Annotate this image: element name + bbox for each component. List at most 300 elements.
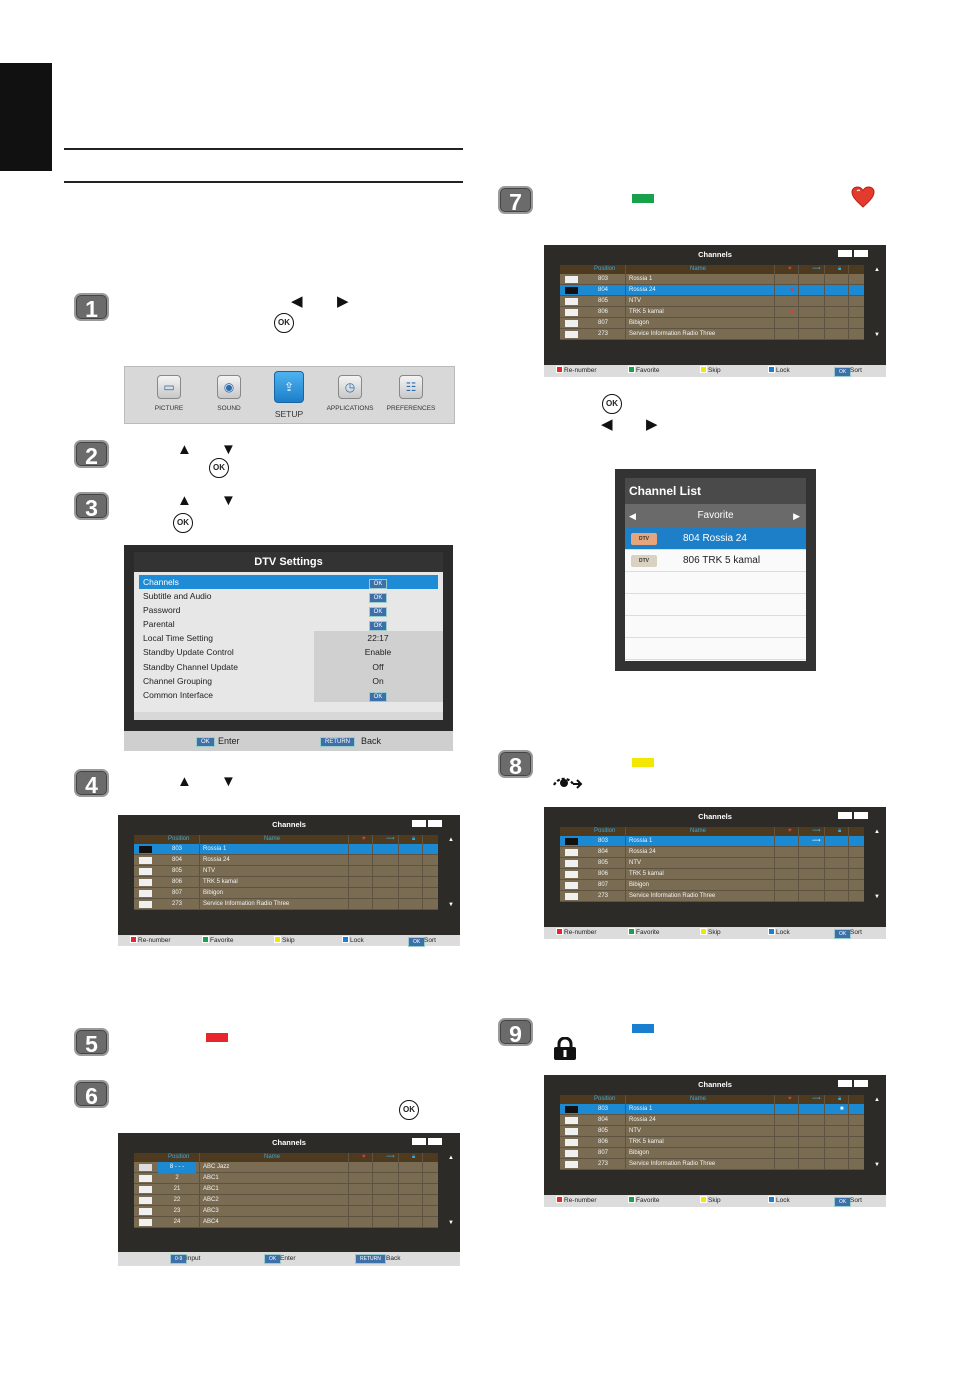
- channel-name: Service Information Radio Three: [629, 893, 716, 899]
- channel-position: 804: [597, 287, 608, 293]
- channels-table-step8: [544, 807, 886, 939]
- channel-name: Bibigon: [629, 882, 650, 888]
- legend-skip-label: Skip: [708, 367, 721, 374]
- channel-row[interactable]: [134, 1206, 438, 1217]
- filter-right-arrow-icon[interactable]: ▶: [793, 511, 800, 521]
- column-position: Position: [168, 1154, 190, 1160]
- legend-sort-label: Sort: [850, 1197, 862, 1204]
- grid-divider: [774, 827, 775, 902]
- ok-button-icon: OK: [209, 458, 229, 478]
- channel-type-icon: [565, 276, 578, 283]
- blue-key-swatch: [632, 1024, 654, 1033]
- dtv-title: DTV Settings: [134, 552, 443, 572]
- channel-type-icon: [139, 868, 152, 875]
- channel-row[interactable]: [560, 858, 864, 869]
- setup-icon: ⇪: [274, 371, 304, 403]
- blue-key-icon: [342, 936, 349, 943]
- legend-lock: [768, 927, 790, 939]
- menu-label: PREFERENCES: [386, 405, 436, 412]
- channel-row[interactable]: [134, 888, 438, 899]
- grid-divider: [824, 265, 825, 340]
- grid-divider: [824, 1095, 825, 1170]
- channel-position: 803: [597, 838, 608, 844]
- channel-type-icon: [139, 857, 152, 864]
- favorite-mark-icon: ♥: [790, 287, 795, 294]
- menu-label: SETUP: [274, 409, 304, 419]
- legend-skip-label: Skip: [708, 929, 721, 936]
- channel-name: Rossia 24: [629, 287, 656, 293]
- channel-row[interactable]: [134, 1173, 438, 1184]
- channel-name: NTV: [629, 298, 641, 304]
- step-6-badge: 6: [74, 1080, 109, 1108]
- channel-type-icon: [139, 1219, 152, 1226]
- channel-row[interactable]: [134, 1217, 438, 1228]
- channel-row[interactable]: [560, 869, 864, 880]
- lock-column-icon: 🔒︎: [412, 836, 416, 842]
- channel-row[interactable]: [560, 847, 864, 858]
- channel-type-icon: [565, 1161, 578, 1168]
- key-legend: [544, 1195, 886, 1207]
- channel-row[interactable]: [134, 855, 438, 866]
- setting-row-password[interactable]: [139, 603, 438, 617]
- legend-renumber-label: Re-number: [564, 367, 597, 374]
- back-label: Back: [361, 736, 382, 746]
- grid-divider: [372, 835, 373, 910]
- channel-row[interactable]: [560, 880, 864, 891]
- legend-sort-label: Sort: [850, 929, 862, 936]
- channel-row[interactable]: [560, 891, 864, 902]
- legend-lock-label: Lock: [776, 929, 790, 936]
- setting-row-channels[interactable]: [139, 575, 438, 589]
- ok-key-badge: OK: [834, 929, 851, 939]
- channel-name: NTV: [203, 868, 215, 874]
- blue-key-icon: [768, 366, 775, 373]
- menu-item-setup[interactable]: [259, 371, 319, 419]
- red-key-icon: [556, 1196, 563, 1203]
- input-label: Input: [186, 1255, 201, 1262]
- grid-divider: [774, 265, 775, 340]
- channel-row[interactable]: [560, 285, 864, 296]
- menu-item-applications[interactable]: [320, 375, 380, 412]
- setting-label: Local Time Setting: [143, 633, 213, 643]
- yellow-key-icon: [274, 936, 281, 943]
- ok-key-badge: OK: [408, 937, 425, 947]
- yellow-key-icon: [700, 1196, 707, 1203]
- red-key-icon: [130, 936, 137, 943]
- channel-type-icon: [139, 1197, 152, 1204]
- channel-name: Rossia 24: [629, 849, 656, 855]
- tv-source-label: [836, 250, 868, 257]
- channels-title: Channels: [698, 812, 732, 821]
- column-position: Position: [594, 828, 616, 834]
- channel-position: 806: [597, 871, 608, 877]
- grid-divider: [798, 1095, 799, 1170]
- channel-row[interactable]: [560, 329, 864, 340]
- up-arrow-icon: ▲: [177, 441, 192, 458]
- setting-row-parental[interactable]: [139, 617, 438, 631]
- channel-position: 807: [597, 1150, 608, 1156]
- scroll-down-icon[interactable]: ▼: [874, 332, 880, 338]
- setting-value: Enable: [364, 647, 392, 657]
- channel-type-icon: [565, 320, 578, 327]
- green-key-icon: [202, 936, 209, 943]
- channel-type-icon: [565, 849, 578, 856]
- scroll-up-icon[interactable]: ▲: [874, 267, 880, 273]
- filter-left-arrow-icon[interactable]: ◀: [629, 511, 636, 521]
- input-key: 0-9: [170, 1254, 187, 1264]
- menu-label: SOUND: [217, 405, 241, 412]
- channel-position: 21: [173, 1186, 181, 1192]
- legend-skip-label: Skip: [282, 937, 295, 944]
- step-1-badge: 1: [74, 293, 109, 321]
- legend-favorite-label: Favorite: [636, 929, 660, 936]
- legend-renumber: [556, 927, 597, 939]
- key-legend: [544, 365, 886, 377]
- blue-key-icon: [768, 1196, 775, 1203]
- channel-row[interactable]: [560, 1126, 864, 1137]
- scroll-down-icon[interactable]: ▼: [448, 902, 454, 908]
- column-name: Name: [690, 828, 707, 834]
- red-key-icon: [556, 928, 563, 935]
- channel-type-icon: [565, 1106, 578, 1113]
- tv-icon: [854, 812, 868, 819]
- setting-row-common-interface[interactable]: [139, 688, 438, 702]
- channel-type-icon: [565, 331, 578, 338]
- channel-name: Service Information Radio Three: [629, 331, 716, 337]
- ok-button-icon: OK: [274, 313, 294, 333]
- channels-table-step7: [544, 245, 886, 377]
- grid-divider: [848, 1095, 849, 1170]
- tv-label: TV: [412, 1138, 426, 1145]
- empty-list-row: [625, 594, 806, 616]
- channel-row[interactable]: [134, 866, 438, 877]
- channels-table-step6: [118, 1133, 460, 1266]
- channel-position: 806: [597, 1139, 608, 1145]
- grid-divider: [625, 827, 626, 902]
- menu-item-picture[interactable]: [139, 375, 199, 412]
- yellow-key-swatch: [632, 758, 654, 767]
- channel-row[interactable]: [560, 296, 864, 307]
- channel-row[interactable]: [560, 1104, 864, 1115]
- channel-row[interactable]: [134, 877, 438, 888]
- ok-badge: OK: [369, 621, 388, 631]
- channel-name: ABC1: [203, 1186, 219, 1192]
- left-arrow-icon: ◀: [601, 416, 613, 433]
- channel-name: Bibigon: [629, 320, 650, 326]
- setting-value: Off: [372, 662, 384, 672]
- legend-renumber: [556, 1195, 597, 1207]
- menu-item-preferences[interactable]: [381, 375, 441, 412]
- channel-position: 806: [597, 309, 608, 315]
- favorite-mark-icon: ♥: [790, 309, 795, 316]
- red-key-icon: [556, 366, 563, 373]
- channel-type-icon: [139, 1164, 152, 1171]
- channel-name: Rossia 1: [629, 276, 653, 282]
- column-header: [134, 835, 438, 844]
- channel-position: 807: [597, 882, 608, 888]
- yellow-key-icon: [700, 366, 707, 373]
- channel-name: TRK 5 kamal: [629, 1139, 664, 1145]
- tv-label: TV: [412, 820, 426, 827]
- column-header: [560, 827, 864, 836]
- legend-skip-label: Skip: [708, 1197, 721, 1204]
- channel-row[interactable]: [560, 307, 864, 318]
- channel-name: Rossia 24: [629, 1117, 656, 1123]
- channel-type-icon: [139, 1208, 152, 1215]
- channel-row[interactable]: [134, 844, 438, 855]
- channel-row[interactable]: [560, 274, 864, 285]
- setting-label: Subtitle and Audio: [143, 591, 212, 601]
- yellow-key-icon: [700, 928, 707, 935]
- channel-position: 806: [171, 879, 182, 885]
- legend-sort-label: Sort: [424, 937, 436, 944]
- channel-type-icon: [565, 838, 578, 845]
- grid-divider: [625, 1095, 626, 1170]
- setting-row-standby-update[interactable]: [139, 645, 438, 659]
- channels-title: Channels: [698, 250, 732, 259]
- channel-name: NTV: [629, 1128, 641, 1134]
- channel-name: Service Information Radio Three: [203, 901, 290, 907]
- legend-favorite: [202, 935, 233, 946]
- setting-row-local-time[interactable]: [139, 631, 438, 645]
- dtv-badge: DTV: [631, 555, 657, 567]
- scroll-up-icon[interactable]: ▲: [448, 1155, 454, 1161]
- channel-name: ABC2: [203, 1197, 219, 1203]
- green-key-icon: [628, 928, 635, 935]
- scroll-down-icon[interactable]: ▼: [874, 1162, 880, 1168]
- scroll-up-icon[interactable]: ▲: [874, 1097, 880, 1103]
- ok-button-icon: OK: [602, 394, 622, 414]
- tv-label: TV: [838, 1080, 852, 1087]
- channel-position: 273: [171, 901, 182, 907]
- setting-label: Standby Update Control: [143, 647, 234, 657]
- channel-type-icon: [139, 879, 152, 886]
- step-9-badge: 9: [498, 1018, 533, 1046]
- scroll-down-icon[interactable]: ▼: [448, 1220, 454, 1226]
- favorite-heart-icon: [851, 186, 875, 208]
- channel-position: 273: [597, 1161, 608, 1167]
- legend-lock-label: Lock: [776, 1197, 790, 1204]
- grid-divider: [798, 265, 799, 340]
- legend-skip: [700, 365, 721, 377]
- grid-divider: [824, 827, 825, 902]
- channel-row[interactable]: [560, 836, 864, 847]
- channel-name: ABC4: [203, 1219, 219, 1225]
- channel-position: 805: [597, 860, 608, 866]
- top-rule: [64, 148, 463, 150]
- lock-column-icon: 🔒︎: [838, 1096, 842, 1102]
- lock-column-icon: 🔒︎: [412, 1154, 416, 1160]
- dtv-settings-panel: [124, 545, 453, 751]
- legend-lock: [768, 365, 790, 377]
- channel-grid: [560, 1095, 864, 1170]
- scroll-down-icon[interactable]: ▼: [874, 894, 880, 900]
- enter-label: Enter: [280, 1255, 296, 1262]
- side-tab: [0, 63, 52, 171]
- legend-lock: [768, 1195, 790, 1207]
- skip-column-icon: ⟿: [812, 1096, 821, 1102]
- scroll-up-icon[interactable]: ▲: [448, 837, 454, 843]
- column-name: Name: [690, 266, 707, 272]
- column-position: Position: [594, 1096, 616, 1102]
- channel-type-icon: [565, 1117, 578, 1124]
- channel-row[interactable]: [134, 1195, 438, 1206]
- channel-grid: [560, 827, 864, 902]
- grid-divider: [774, 1095, 775, 1170]
- legend-lock-label: Lock: [350, 937, 364, 944]
- column-header: [560, 1095, 864, 1104]
- column-header: [560, 265, 864, 274]
- green-key-swatch: [632, 194, 654, 203]
- channel-name: TRK 5 kamal: [629, 871, 664, 877]
- channel-list-item-label: 804 Rossia 24: [683, 533, 747, 544]
- channel-list-item[interactable]: [625, 550, 806, 572]
- legend-sort-label: Sort: [850, 367, 862, 374]
- grid-divider: [848, 827, 849, 902]
- left-arrow-icon: ◀: [291, 293, 303, 310]
- column-header: [134, 1153, 438, 1162]
- channel-row[interactable]: [560, 1137, 864, 1148]
- lock-column-icon: 🔒︎: [838, 266, 842, 272]
- channel-type-icon: [565, 287, 578, 294]
- green-key-icon: [628, 366, 635, 373]
- channel-type-icon: [565, 882, 578, 889]
- setting-label: Channel Grouping: [143, 676, 212, 686]
- legend-renumber-label: Re-number: [564, 929, 597, 936]
- tv-source-label: [410, 1138, 442, 1145]
- channel-position: 273: [597, 893, 608, 899]
- filter-label: Favorite: [697, 510, 734, 521]
- channel-type-icon: [565, 309, 578, 316]
- channels-table-step9: [544, 1075, 886, 1207]
- empty-list-row: [625, 638, 806, 660]
- channel-row[interactable]: [560, 1159, 864, 1170]
- channel-position: 805: [171, 868, 182, 874]
- step-3-badge: 3: [74, 492, 109, 520]
- channel-name: Rossia 1: [629, 838, 653, 844]
- channel-name: Rossia 24: [203, 857, 230, 863]
- ok-key-badge: OK: [834, 367, 851, 377]
- key-legend: [118, 935, 460, 946]
- favorite-filter-selector[interactable]: [625, 504, 806, 528]
- channel-position: 2: [175, 1175, 179, 1181]
- step-2-badge: 2: [74, 440, 109, 468]
- channel-grid: [134, 835, 438, 910]
- step-7-badge: 7: [498, 186, 533, 214]
- channel-row[interactable]: [560, 318, 864, 329]
- channel-name: NTV: [629, 860, 641, 866]
- ok-key-badge: OK: [834, 1197, 851, 1207]
- green-key-icon: [628, 1196, 635, 1203]
- setting-label: Standby Channel Update: [143, 662, 238, 672]
- channel-position: 23: [173, 1208, 181, 1214]
- picture-icon: ▭: [157, 375, 181, 399]
- channel-position: 803: [597, 276, 608, 282]
- menu-label: APPLICATIONS: [326, 405, 374, 412]
- setting-value: On: [372, 676, 384, 686]
- channel-position: 803: [171, 846, 182, 852]
- channel-row[interactable]: [134, 899, 438, 910]
- channel-row[interactable]: [134, 1184, 438, 1195]
- up-arrow-icon: ▲: [177, 773, 192, 790]
- skip-column-icon: ⟿: [386, 1154, 395, 1160]
- legend-favorite: [628, 927, 659, 939]
- return-key-badge: RETURN: [320, 737, 355, 747]
- scroll-up-icon[interactable]: ▲: [874, 829, 880, 835]
- channels-title: Channels: [272, 820, 306, 829]
- channel-type-icon: [139, 846, 152, 853]
- legend-favorite: [628, 365, 659, 377]
- tv-icon: [428, 1138, 442, 1145]
- menu-label: PICTURE: [154, 405, 184, 412]
- channel-position: 803: [597, 1106, 608, 1112]
- channel-type-icon: [565, 893, 578, 900]
- dtv-footer: [124, 731, 453, 751]
- skip-icon: [551, 774, 583, 790]
- setting-label: Common Interface: [143, 690, 213, 700]
- lock-mark-icon: ■: [840, 1106, 844, 1112]
- channel-position: 805: [597, 298, 608, 304]
- skip-column-icon: ⟿: [812, 828, 821, 834]
- grid-divider: [625, 265, 626, 340]
- column-name: Name: [690, 1096, 707, 1102]
- return-key: RETURN: [355, 1254, 386, 1264]
- grid-divider: [199, 1153, 200, 1228]
- empty-list-row: [625, 616, 806, 638]
- grid-divider: [348, 1153, 349, 1228]
- setting-row-subtitle-audio[interactable]: [139, 589, 438, 603]
- favorite-channel-list: [625, 528, 806, 661]
- channel-type-icon: [565, 1150, 578, 1157]
- menu-item-sound[interactable]: [199, 375, 259, 412]
- channel-position: 24: [173, 1219, 181, 1225]
- step-4-badge: 4: [74, 769, 109, 797]
- lock-column-icon: 🔒︎: [838, 828, 842, 834]
- step-8-badge: 8: [498, 750, 533, 778]
- channel-type-icon: [565, 871, 578, 878]
- channel-position: 805: [597, 1128, 608, 1134]
- channel-name: Bibigon: [203, 890, 224, 896]
- channel-name: ABC Jazz: [203, 1164, 230, 1170]
- skip-column-icon: ⟿: [386, 836, 395, 842]
- grid-divider: [398, 835, 399, 910]
- tv-icon: [428, 820, 442, 827]
- column-name: Name: [264, 836, 281, 842]
- tv-source-label: [836, 812, 868, 819]
- red-key-swatch: [206, 1033, 228, 1042]
- channel-type-icon: [139, 1186, 152, 1193]
- lock-icon: [552, 1037, 578, 1061]
- channel-grid: [560, 265, 864, 340]
- channel-list-item[interactable]: [625, 528, 806, 550]
- setting-row-channel-grouping[interactable]: [139, 674, 438, 688]
- channel-row[interactable]: [134, 1162, 438, 1173]
- channel-name: Rossia 1: [203, 846, 227, 852]
- legend-favorite-label: Favorite: [210, 937, 234, 944]
- channel-row[interactable]: [560, 1115, 864, 1126]
- right-arrow-icon: ▶: [646, 416, 658, 433]
- channel-name: TRK 5 kamal: [203, 879, 238, 885]
- setting-row-standby-channel[interactable]: [139, 660, 438, 674]
- channel-type-icon: [565, 298, 578, 305]
- channel-position: 804: [597, 849, 608, 855]
- dtv-badge: DTV: [631, 533, 657, 545]
- channel-position: 273: [597, 331, 608, 337]
- channel-name: TRK 5 kamal: [629, 309, 664, 315]
- grid-divider: [798, 827, 799, 902]
- legend-lock-label: Lock: [776, 367, 790, 374]
- channel-row[interactable]: [560, 1148, 864, 1159]
